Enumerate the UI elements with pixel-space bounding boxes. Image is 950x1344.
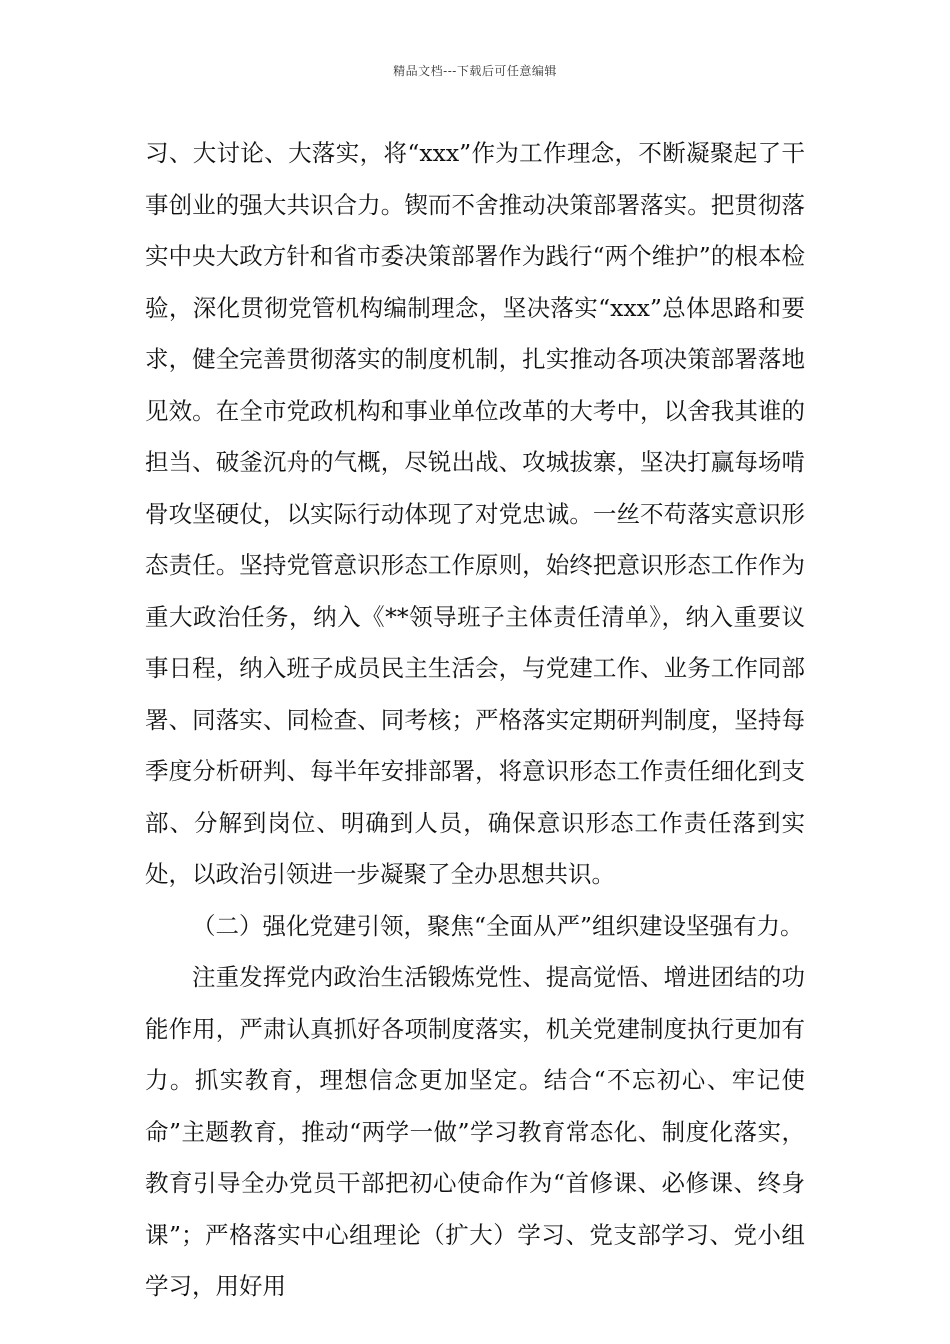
page-header: 精品文档---下载后可任意编辑 [393,64,557,78]
document-body [145,128,805,1313]
body-paragraph-3: 注重发挥党内政治生活锻炼党性、提高觉悟、增进团结的功能作用，严肃认真抓好各项制度落实，机关党建制度执行更加有力。抓实教育，理想信念更加坚定。结合“不忘初心、牢记使命”主题教育，推动“两学一做”学习教育常态化、制度化落实，教育引导全办党员干部把初心使命作为“首修课、必修课、终身课”；严格落实中心组理论（扩大）学习、党支部学习、党小组学习，用好用 [145,963,805,1300]
body-paragraph-1: 习、大讨论、大落实，将“xxx”作为工作理念，不断凝聚起了干事创业的强大共识合力。锲而不舍推动决策部署落实。把贯彻落实中央大政方针和省市委决策部署作为践行“两个维护”的根本检验，深化贯彻党管机构编制理念，坚决落实“xxx”总体思路和要求，健全完善贯彻落实的制度机制，扎实推动各项决策部署落地见效。在全市党政机构和事业单位改革的大考中，以舍我其谁的担当、破釜沉舟的气概，尽锐出战、攻城拔寨，坚决打赢每场啃骨攻坚硬仗，以实际行动体现了对党忠诚。一丝不苟落实意识形态责任。坚持党管意识形态工作原则，始终把意识形态工作作为重大政治任务，纳入《**领导班子主体责任清单》，纳入重要议事日程，纳入班子成员民主生活会，与党建工作、业务工作同部署、同落实、同检查、同考核；严格落实定期研判制度，坚持每季度分析研判、每半年安排部署，将意识形态工作责任细化到支部、分解到岗位、明确到人员，确保意识形态工作责任落到实处，以政治引领进一步凝聚了全办思想共识。 [145,139,805,888]
section-heading-2: （二）强化党建引领，聚焦“全面从严”组织建设坚强有力。 [192,911,804,940]
